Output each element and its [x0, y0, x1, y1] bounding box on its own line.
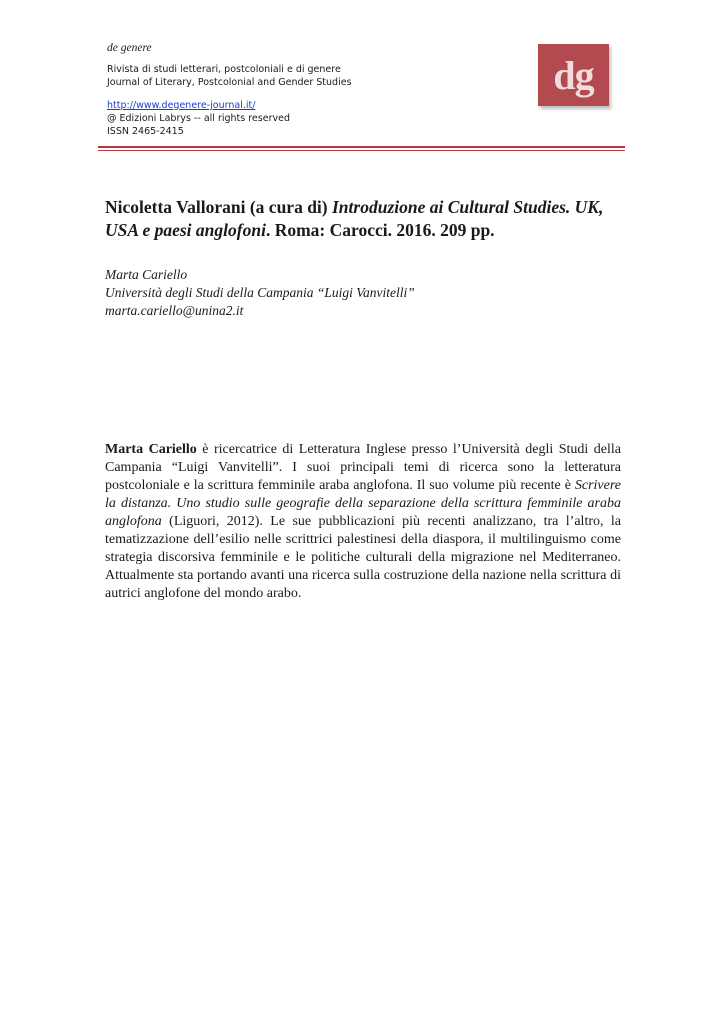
journal-header — [107, 41, 527, 138]
reviewer-name: Marta Cariello — [105, 267, 188, 282]
journal-subtitle-english: Journal of Literary, Postcolonial and Gender Studies — [107, 77, 352, 88]
issn-number: ISSN 2465-2415 — [107, 126, 184, 137]
reviewer-bio — [105, 441, 621, 603]
header-divider-thick — [98, 146, 625, 148]
journal-name: de genere — [107, 42, 152, 54]
journal-subtitle-italian: Rivista di studi letterari, postcoloniali e di genere — [107, 64, 341, 75]
title-publication-part: . Roma: Carocci. 2016. 209 pp. — [265, 220, 495, 240]
reviewer-info — [105, 266, 625, 320]
journal-url-link[interactable]: http://www.degenere-journal.it/ — [107, 100, 256, 111]
rights-notice: @ Edizioni Labrys -- all rights reserved — [107, 113, 290, 124]
review-title — [105, 196, 625, 242]
header-divider-thin — [98, 150, 625, 151]
bio-text-2: (Liguori, 2012). Le sue pubblicazioni più recenti analizzano, tra l’altro, la tematizzazione dell’esilio nelle scrittrici palestinesi della diaspora, il multilinguismo come strategia discorsiva femminile e le politiche culturali della migrazione nel Mediterraneo. Attualmente sta portando avanti una ricerca sulla costruzione della nazione nella scrittura di autrici anglofone del mondo arabo. — [105, 514, 621, 601]
title-book-italic: Introduzione ai Cultural Studies. UK, USA e paesi anglofoni — [105, 197, 604, 240]
bio-name: Marta Cariello — [105, 442, 197, 457]
bio-book-title: Scrivere la distanza. Uno studio sulle geografie della separazione della scrittura femminile araba anglofona — [105, 478, 621, 529]
journal-logo: dg — [538, 44, 609, 106]
reviewer-email: marta.cariello@unina2.it — [105, 303, 244, 318]
title-author-part: Nicoletta Vallorani (a cura di) — [105, 197, 332, 217]
bio-text-1: è ricercatrice di Letteratura Inglese presso l’Università degli Studi della Campania “Luigi Vanvitelli”. I suoi principali temi di ricerca sono la letteratura postcoloniale e la scrittura femminile araba anglofona. Il suo volume più recente è — [105, 442, 622, 493]
reviewer-affiliation: Università degli Studi della Campania “Luigi Vanvitelli” — [105, 285, 415, 300]
